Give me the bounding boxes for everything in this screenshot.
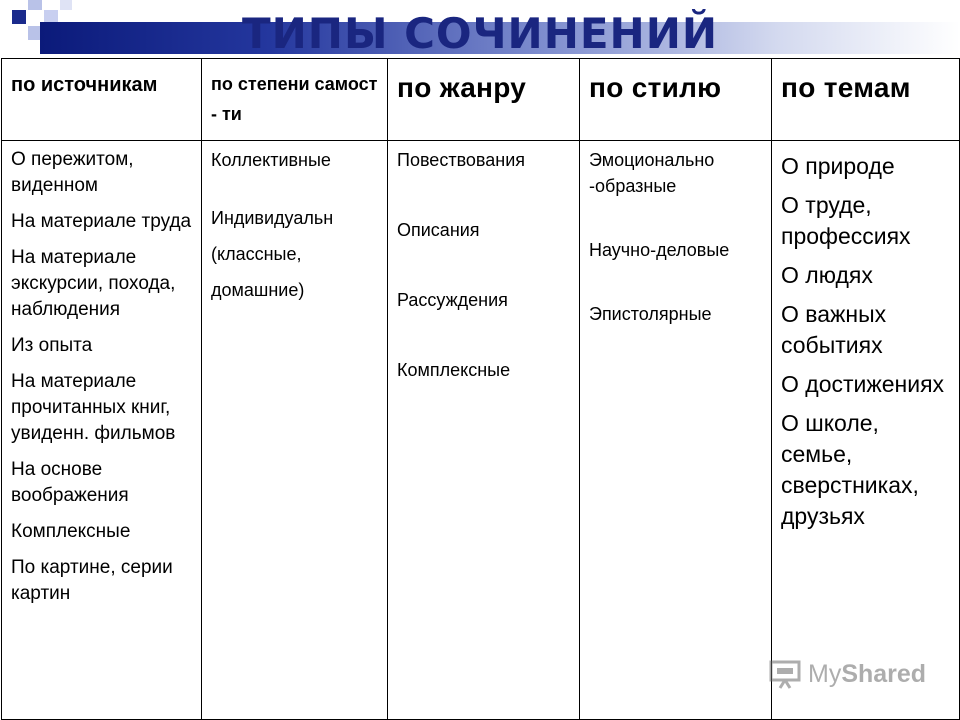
- header-cell-topics: по темам: [772, 59, 960, 141]
- list-item: О людях: [781, 262, 873, 288]
- header-cell-style: по стилю: [580, 59, 772, 141]
- list-item: На материале экскурсии, похода, наблюдения: [11, 247, 176, 320]
- list-item: О важных событиях: [781, 301, 887, 358]
- watermark: [768, 654, 938, 694]
- list-item: (классные,: [211, 244, 302, 264]
- list-item: Индивидуальн: [211, 208, 334, 228]
- list-item: На материале труда: [11, 211, 192, 232]
- header-cell-independence: по степени самост - ти: [202, 59, 388, 141]
- list-item: домашние): [211, 280, 305, 300]
- cell-genre: [388, 141, 580, 720]
- presentation-icon: [768, 658, 804, 690]
- types-table-wrap: [1, 58, 959, 720]
- list-item: Научно-деловые: [589, 240, 730, 260]
- list-item: О достижениях: [781, 371, 945, 397]
- list-item: О школе, семье, сверстниках, друзьях: [781, 410, 919, 529]
- list-item: Эмоционально -образные: [589, 150, 715, 196]
- header-cell-genre: по жанру: [388, 59, 580, 141]
- cell-style: [580, 141, 772, 720]
- body-row: [2, 141, 960, 720]
- list-item: О труде, профессиях: [781, 192, 911, 249]
- list-item: Комплексные: [11, 521, 131, 542]
- list-item: Комплексные: [397, 360, 511, 380]
- header-cell-sources: по источникам: [2, 59, 202, 141]
- cell-sources: [2, 141, 202, 720]
- list-item: Коллективные: [211, 150, 331, 170]
- list-item: Из опыта: [11, 335, 93, 356]
- list-item: Эпистолярные: [589, 304, 712, 324]
- list-item: О пережитом, виденном: [11, 149, 134, 196]
- cell-independence: [202, 141, 388, 720]
- watermark-text: [808, 660, 926, 689]
- list-item: Рассуждения: [397, 290, 508, 310]
- watermark-suffix: Shared: [841, 659, 927, 688]
- list-item: Описания: [397, 220, 480, 240]
- list-item: Повествования: [397, 150, 526, 170]
- cell-topics: [772, 141, 960, 720]
- list-item: На материале прочитанных книг, увиденн. фильмов: [11, 371, 176, 444]
- types-table: [1, 58, 960, 720]
- list-item: По картине, серии картин: [11, 557, 173, 604]
- list-item: На основе воображения: [11, 459, 129, 506]
- list-item: О природе: [781, 153, 895, 179]
- page-title: ТИПЫ СОЧИНЕНИЙ: [242, 9, 718, 58]
- watermark-prefix: My: [808, 659, 842, 688]
- header-row: [2, 59, 960, 141]
